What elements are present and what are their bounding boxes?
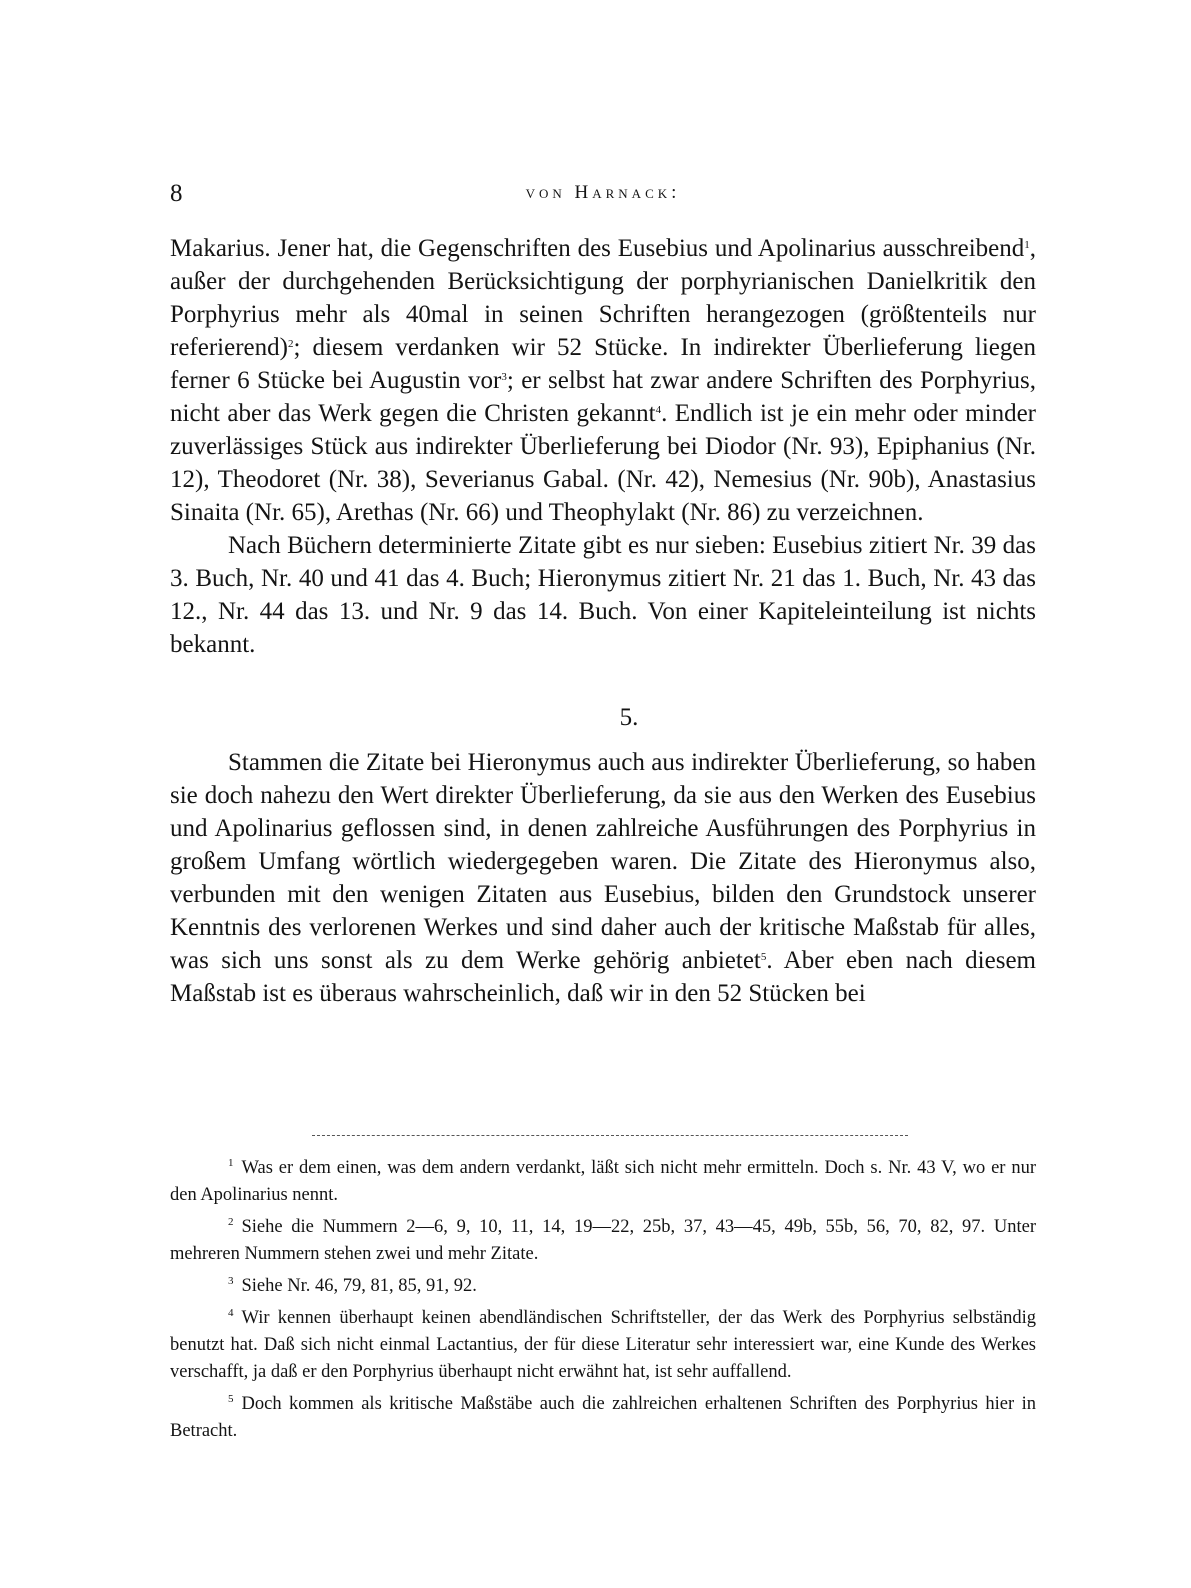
footnote-ref-3: 3 — [501, 371, 507, 383]
running-head: von Harnack: — [525, 182, 681, 203]
footnote-2 — [170, 1209, 1036, 1268]
paragraph-3 — [170, 746, 1036, 1010]
footnote-1 — [170, 1150, 1036, 1209]
footnote-4 — [170, 1300, 1036, 1386]
footnote-separator — [312, 1135, 908, 1136]
page-number: 8 — [170, 180, 183, 207]
main-text — [170, 232, 1036, 1010]
footnote-marker: 1 — [228, 1157, 234, 1169]
footnote-marker: 5 — [228, 1393, 234, 1405]
paragraph-1-text-4: ; er selbst hat zwar andere Schriften des Porphyrius, nicht aber das Werk gegen die Christen gekannt — [170, 367, 1037, 427]
paragraph-1 — [170, 232, 1036, 529]
footnote-text: Was er dem einen, was dem andern verdankt, läßt sich nicht mehr ermitteln. Doch s. Nr. 43 V, wo er nur den Apolinarius nennt. — [170, 1158, 1036, 1205]
footnote-text: Wir kennen überhaupt keinen abendländischen Schriftsteller, der das Werk des Porphyrius selbständig benutzt hat. Daß sich nicht einmal Lactantius, der für diese Literatur sehr interessiert war, eine Kunde des Werkes verschafft, ja daß er den Porphyrius überhaupt nicht erwähnt hat, ist sehr auffallend. — [170, 1308, 1036, 1382]
footnotes — [170, 1150, 1036, 1445]
paragraph-1-text-1: Makarius. Jener hat, die Gegenschriften des Eusebius und Apolinarius ausschreibend — [170, 235, 1025, 262]
paragraph-1-text-3: ; diesem verdanken wir 52 Stücke. In indirekter Überlieferung liegen ferner 6 Stücke bei Augustin vor — [170, 334, 1036, 394]
footnote-text: Siehe die Nummern 2—6, 9, 10, 11, 14, 19—22, 25b, 37, 43—45, 49b, 55b, 56, 70, 82, 97. Unter mehreren Nummern stehen zwei und mehr Zitate. — [170, 1217, 1036, 1264]
footnote-ref-5: 5 — [760, 951, 767, 963]
footnote-marker: 2 — [228, 1216, 234, 1228]
paragraph-3-text-1: Stammen die Zitate bei Hieronymus auch aus indirekter Überlieferung, so haben sie doch nahezu den Wert direkter Überlieferung, da sie aus den Werken des Eusebius und Apolinarius geflossen sind, in denen zahlreiche Ausführungen des Porphyrius in großem Umfang wörtlich wiedergegeben waren. Die Zitate des Hieronymus also, verbunden mit den wenigen Zitaten aus Eusebius, bilden den Grundstock unserer Kenntnis des verlorenen Werkes und sind daher auch der kritische Maßstab für alles, was sich uns sonst als zu dem Werke gehörig anbietet — [170, 749, 1036, 974]
paragraph-1-text-5: . Endlich ist je ein mehr oder minder zuverlässiges Stück aus indirekter Überlieferung bei Diodor (Nr. 93), Epiphanius (Nr. 12), Theodoret (Nr. 38), Severianus Gabal. (Nr. 42), Nemesius (Nr. 90b), Anastasius Sinaita (Nr. 65), Arethas (Nr. 66) und Theophylakt (Nr. 86) zu verzeichnen. — [170, 400, 1036, 526]
footnote-ref-2: 2 — [287, 338, 294, 350]
footnote-text: Siehe Nr. 46, 79, 81, 85, 91, 92. — [241, 1276, 477, 1296]
footnote-5 — [170, 1386, 1036, 1445]
footnote-marker: 3 — [228, 1275, 234, 1287]
paragraph-1-text-2: , außer der durchgehenden Berücksichtigung der porphyrianischen Danielkritik den Porphyrius mehr als 40mal in seinen Schriften herangezogen (größtenteils nur referierend) — [170, 235, 1036, 361]
page-header — [170, 180, 1036, 216]
footnote-ref-4: 4 — [655, 404, 662, 416]
footnote-ref-1: 1 — [1024, 239, 1030, 251]
paragraph-2: Nach Büchern determinierte Zitate gibt es nur sieben: Eusebius zitiert Nr. 39 das 3. Buch, Nr. 40 und 41 das 4. Buch; Hieronymus zitiert Nr. 21 das 1. Buch, Nr. 43 das 12., Nr. 44 das 13. und Nr. 9 das 14. Buch. Von einer Kapiteleinteilung ist nichts bekannt. — [170, 532, 1036, 658]
footnote-marker: 4 — [228, 1307, 234, 1319]
footnote-text: Doch kommen als kritische Maßstäbe auch die zahlreichen erhaltenen Schriften des Porphyrius hier in Betracht. — [170, 1394, 1036, 1441]
paragraph-3-text-2: . Aber eben nach diesem Maßstab ist es überaus wahrscheinlich, daß wir in den 52 Stücken bei — [170, 947, 1036, 1007]
footnote-3 — [170, 1268, 1036, 1300]
section-number: 5. — [619, 704, 639, 731]
